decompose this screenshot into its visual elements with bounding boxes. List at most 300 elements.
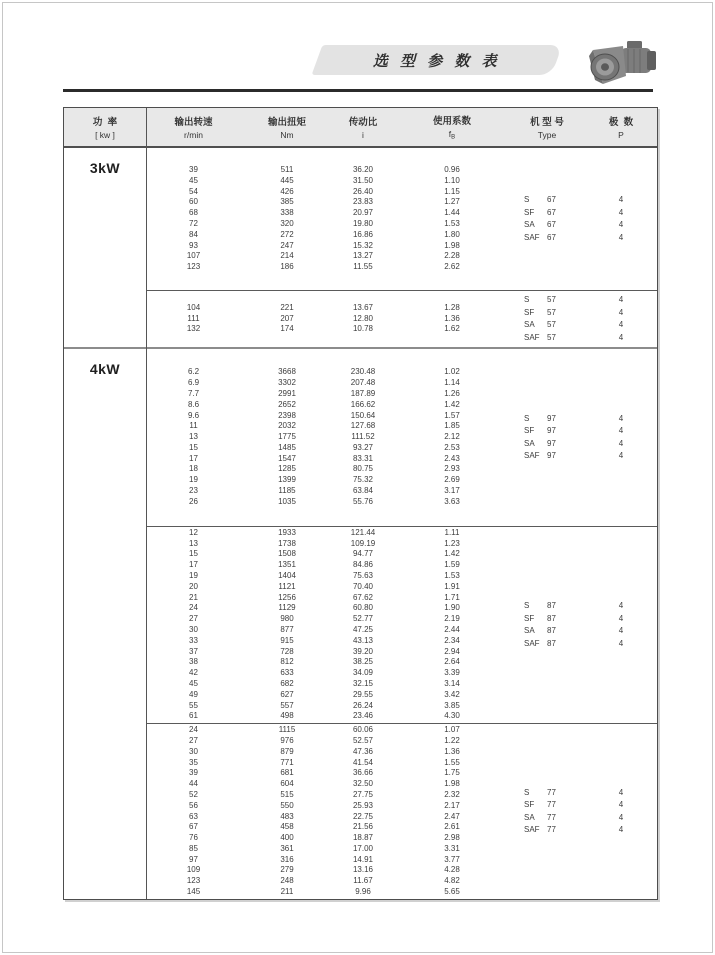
service-factor-value: 2.61 [444,822,460,832]
service-factor-value: 2.98 [444,833,460,843]
speed-value: 45 [189,175,198,185]
data-grid [146,367,511,507]
ratio-value: 29.55 [352,689,374,699]
model-type [511,413,583,426]
speed-value: 104 [186,302,201,312]
speed-value: 54 [189,186,198,196]
ratio-value: 14.91 [352,854,374,864]
torque-value: 1933 [278,527,296,537]
ratio-header-label: 传动比 [348,117,378,128]
ratio-value: 13.67 [352,302,374,312]
poles-value: 4 [618,413,624,423]
ratio-value: 32.15 [352,678,374,688]
torque-value: 627 [280,689,294,699]
ratio-value: 83.31 [352,453,374,463]
speed-value: 67 [189,822,198,832]
ratio-value: 26.24 [352,700,374,710]
speed-value: 123 [186,262,201,272]
speed-value: 60 [189,197,198,207]
model-prefix: SF [524,307,535,317]
speed-value: 55 [189,700,198,710]
ratio-value: 16.86 [352,229,374,239]
torque-value: 1185 [278,486,296,496]
ratio-value: 18.87 [352,833,374,843]
service-factor-value: 4.82 [444,876,460,886]
service-factor-value: 1.27 [444,197,460,207]
torque-value: 915 [280,635,294,645]
data-block [146,724,659,899]
torque-value: 361 [280,843,294,853]
service-factor-value: 2.69 [444,475,460,485]
speed-value: 24 [189,603,198,613]
model-type [511,638,583,651]
model-type [511,450,583,463]
ratio-value: 166.62 [350,399,376,409]
selection-parameter-table [63,107,658,900]
ratio-value: 38.25 [352,657,374,667]
service-factor-value: 2.19 [444,614,460,624]
torque-value: 728 [280,646,294,656]
ratio-value: 60.80 [352,603,374,613]
service-factor-value: 1.10 [444,175,460,185]
torque-value: 633 [280,668,294,678]
poles-value: 4 [618,207,624,217]
model-prefix: SAF [524,232,540,242]
data-grid [146,303,511,335]
speed-value: 145 [186,887,201,897]
torque-value: 279 [280,865,294,875]
service-factor-header-unit: $f_B$ [448,129,456,141]
speed-value: 6.9 [187,378,200,388]
table-body [64,148,657,899]
torque-value: 879 [280,746,294,756]
torque-value: 511 [280,165,294,175]
model-prefix: SF [524,207,535,217]
poles-value: 4 [618,232,624,242]
speed-value: 9.6 [187,410,200,420]
poles-value: 4 [618,787,624,797]
model-type [511,613,583,626]
service-factor-value: 2.62 [444,262,460,272]
ratio-value: 230.48 [350,367,376,377]
data-grid [146,528,511,722]
service-factor-value: 3.85 [444,700,460,710]
speed-value: 37 [189,646,198,656]
col-header-model [511,108,583,146]
torque-value: 3668 [278,367,296,377]
model-size: 87 [547,601,556,610]
model-size: 67 [547,220,556,229]
model-type [511,625,583,638]
service-factor-value: 1.57 [444,410,460,420]
ratio-value: 21.56 [352,822,374,832]
service-factor-value: 1.36 [444,746,460,756]
poles-value: 4 [618,638,624,648]
torque-value: 1121 [278,581,296,591]
ratio-value: 94.77 [352,549,374,559]
speed-value: 15 [189,442,198,452]
torque-value: 445 [280,175,294,185]
service-factor-value: 1.26 [444,388,460,398]
ratio-value: 34.09 [352,668,374,678]
torque-value: 498 [280,711,294,721]
poles-value: 4 [618,332,624,342]
speed-value: 63 [189,811,198,821]
ratio-value: 47.25 [352,625,374,634]
speed-value: 17 [189,453,198,463]
torque-value: 458 [280,822,294,832]
ratio-value: 22.75 [352,811,374,821]
torque-value: 550 [280,800,294,810]
model-size: 97 [547,451,556,460]
model-size: 57 [547,332,556,342]
ratio-value: 41.54 [352,757,374,767]
torque-value: 211 [280,887,294,897]
model-prefix: SF [524,800,535,809]
model-size: 67 [547,207,556,217]
torque-value: 338 [280,208,294,218]
service-factor-value: 0.96 [444,165,460,175]
model-size: 57 [547,295,556,304]
torque-value: 771 [280,757,294,767]
speed-value: 42 [189,668,198,678]
speed-value: 109 [186,865,201,875]
model-size: 77 [547,787,556,797]
speed-value: 72 [189,219,198,228]
service-factor-value: 3.17 [444,486,460,496]
service-factor-value: 5.65 [444,887,460,897]
torque-value: 483 [280,811,294,821]
service-factor-value: 1.75 [444,768,460,778]
type-grid [511,294,659,344]
torque-value: 1035 [278,496,296,506]
model-prefix: S [524,295,530,304]
speed-value: 6.2 [187,367,200,377]
ratio-value: 23.46 [352,711,374,721]
type-grid [511,600,659,650]
model-prefix: SA [524,320,535,329]
torque-value: 1508 [278,549,296,559]
gearmotor-photo [583,36,661,90]
col-header-service-factor [393,108,511,146]
service-factor-value: 1.71 [444,592,460,602]
poles-value: 4 [618,307,624,317]
speed-value: 85 [189,843,198,853]
torque-value: 1399 [278,475,296,485]
speed-value: 84 [189,229,198,239]
torque-value: 681 [280,768,294,778]
ratio-value: 111.52 [351,432,375,442]
torque-value: 207 [280,313,294,323]
torque-header-label: 输出扭矩 [267,117,306,128]
torque-value: 604 [280,779,294,789]
ratio-value: 11.67 [353,876,373,886]
power-rating-label: 3kW [89,160,121,176]
torque-value: 1547 [278,453,296,463]
speed-value: 26 [189,496,198,506]
torque-value: 2032 [278,421,296,431]
service-factor-value: 1.98 [444,779,460,789]
ratio-value: 207.48 [350,378,376,388]
ratio-value: 75.63 [352,571,374,581]
poles-value: 4 [618,320,624,329]
power-header-unit: [ kw ] [95,130,115,140]
torque-value: 980 [280,614,294,624]
model-type [511,207,583,220]
service-factor-value: 2.94 [444,646,460,656]
service-factor-value: 2.17 [444,800,460,810]
power-rating-label: 4kW [89,361,121,377]
service-factor-value: 2.28 [444,251,460,261]
model-type [511,219,583,232]
torque-value: 385 [280,197,294,207]
service-factor-value: 1.91 [444,581,460,591]
type-grid [511,194,659,244]
speed-value: 45 [189,678,198,688]
torque-value: 1485 [278,442,296,452]
speed-value: 18 [189,464,198,474]
torque-value: 1256 [278,592,296,602]
ratio-value: 52.57 [352,735,374,745]
service-factor-value: 3.31 [444,843,460,853]
model-prefix: SF [524,426,535,435]
service-factor-value: 4.28 [444,865,460,875]
service-factor-value: 2.43 [444,453,460,463]
service-factor-value: 1.22 [444,735,460,745]
model-prefix: S [524,195,530,204]
ratio-value: 39.20 [352,646,374,656]
service-factor-value: 1.53 [444,219,460,228]
service-factor-value: 1.85 [444,421,460,431]
speed-value: 44 [189,779,198,789]
col-header-torque [241,108,333,146]
ratio-value: 26.40 [352,186,374,196]
service-factor-value: 3.77 [444,854,460,864]
service-factor-value: 1.98 [444,240,460,250]
torque-value: 174 [280,324,294,334]
ratio-value: 47.36 [352,746,374,756]
speed-value: 68 [189,208,198,218]
service-factor-value: 1.80 [444,229,460,239]
service-factor-value: 1.42 [444,549,460,559]
data-grid [146,165,511,273]
speed-value: 7.7 [187,388,200,398]
model-prefix: SF [524,613,535,623]
ratio-value: 80.75 [352,464,374,474]
speed-value: 132 [186,324,201,334]
data-block [146,349,659,526]
speed-value: 107 [186,251,201,261]
ratio-value: 93.27 [352,442,374,452]
speed-value: 11 [189,421,198,431]
poles-value: 4 [618,626,624,635]
model-prefix: SA [524,626,535,635]
service-factor-value: 1.44 [444,208,460,218]
model-size: 87 [547,638,556,648]
speed-value: 20 [189,581,198,591]
ratio-value: 11.55 [353,262,373,272]
torque-value: 1404 [278,571,296,581]
service-factor-value: 1.62 [444,324,460,334]
service-factor-value: 1.36 [444,313,460,323]
speed-header-label: 输出转速 [174,117,213,128]
speed-value: 8.6 [187,399,200,409]
torque-value: 400 [280,833,294,843]
speed-value: 39 [189,165,198,175]
torque-value: 682 [280,678,294,688]
model-size: 97 [547,438,556,448]
model-type [511,194,583,207]
torque-value: 3302 [278,378,296,388]
speed-value: 52 [189,789,198,799]
ratio-value: 109.19 [350,538,376,548]
service-factor-value: 2.64 [444,657,460,667]
model-size: 67 [547,232,556,242]
ratio-header-unit: i [362,130,364,140]
torque-value: 2652 [278,399,296,409]
torque-value: 320 [280,219,294,228]
header-rule [63,89,653,92]
model-type [511,824,583,837]
service-factor-value: 3.14 [444,678,460,688]
service-factor-value: 1.07 [444,725,460,735]
speed-value: 13 [189,538,198,548]
speed-value: 56 [189,800,198,810]
col-header-poles [583,108,659,146]
speed-value: 123 [186,876,201,886]
model-type [511,232,583,245]
model-prefix: S [524,601,530,610]
torque-value: 316 [280,854,294,864]
poles-value: 4 [618,800,624,809]
torque-value: 214 [280,251,294,261]
poles-header-unit: P [618,130,624,140]
ratio-value: 25.93 [352,800,374,810]
torque-header-unit: Nm [280,130,294,140]
service-factor-value: 1.42 [444,399,460,409]
poles-value: 4 [618,825,624,834]
poles-value: 4 [618,295,624,304]
speed-value: 76 [189,833,198,843]
service-factor-value: 2.12 [444,432,460,442]
model-size: 97 [547,426,556,435]
speed-value: 15 [189,549,198,559]
data-grid [146,725,511,898]
ratio-value: 127.68 [350,421,376,431]
ratio-value: 17.00 [352,843,374,853]
model-prefix: SAF [524,638,540,648]
service-factor-value: 3.39 [444,668,460,678]
table-header-row [64,108,657,148]
speed-value: 13 [189,432,198,442]
speed-value: 19 [189,571,198,581]
service-factor-value: 2.53 [444,442,460,452]
torque-value: 272 [280,229,294,239]
ratio-value: 23.83 [352,197,374,207]
model-type [511,787,583,800]
service-factor-value: 1.28 [444,302,460,312]
torque-value: 426 [280,186,294,196]
type-grid [511,413,659,463]
service-factor-value: 1.90 [444,603,460,613]
data-block [146,291,659,347]
ratio-value: 19.80 [352,219,374,228]
service-factor-value: 2.34 [444,635,460,645]
speed-value: 19 [189,475,198,485]
ratio-value: 27.75 [352,789,374,799]
model-prefix: SAF [524,332,540,342]
power-section [64,148,657,347]
poles-value: 4 [618,812,624,822]
speed-value: 30 [189,625,198,634]
service-factor-value: 1.14 [444,378,460,388]
ratio-value: 9.96 [355,887,371,897]
ratio-value: 13.16 [352,865,374,875]
page-title: 选 型 参 数 表 [373,52,501,70]
service-factor-value: 1.23 [444,538,460,548]
model-type [511,425,583,438]
service-factor-value: 3.63 [444,496,460,506]
speed-value: 23 [189,486,198,496]
ratio-value: 20.97 [352,208,374,218]
ratio-value: 31.50 [352,175,374,185]
type-grid [511,787,659,837]
col-header-power [64,108,146,146]
model-header-unit: Type [537,130,557,140]
model-type [511,812,583,825]
poles-value: 4 [618,426,624,435]
model-size: 77 [547,812,556,822]
model-type [511,319,583,332]
ratio-value: 13.27 [352,251,374,261]
model-header-label: 机 型 号 [530,117,564,128]
torque-value: 1738 [278,538,296,548]
torque-value: 1115 [278,725,296,735]
ratio-value: 52.77 [352,614,374,624]
data-block [146,148,659,290]
torque-value: 976 [280,735,294,745]
speed-value: 33 [189,635,198,645]
speed-value: 93 [189,240,198,250]
speed-value: 24 [189,725,198,735]
ratio-value: 36.66 [352,768,374,778]
service-factor-value: 2.93 [444,464,460,474]
model-size: 87 [547,626,556,635]
service-factor-value: 2.44 [444,625,460,634]
poles-value: 4 [618,613,624,623]
service-factor-value: 3.42 [444,689,460,699]
torque-value: 557 [280,700,294,710]
poles-value: 4 [618,451,624,460]
service-factor-value: 1.02 [444,367,460,377]
model-size: 87 [547,613,556,623]
model-size: 97 [547,413,556,423]
model-size: 67 [547,195,556,204]
ratio-value: 70.40 [352,581,374,591]
model-prefix: SA [524,812,535,822]
model-prefix: S [524,787,530,797]
ratio-value: 75.32 [352,475,374,485]
ratio-value: 84.86 [352,560,374,570]
torque-value: 1351 [278,560,296,570]
ratio-value: 15.32 [352,240,374,250]
ratio-value: 10.78 [352,324,374,334]
ratio-value: 121.44 [350,527,376,537]
speed-value: 27 [189,614,198,624]
model-type [511,600,583,613]
model-size: 57 [547,320,556,329]
torque-value: 2991 [278,388,296,398]
